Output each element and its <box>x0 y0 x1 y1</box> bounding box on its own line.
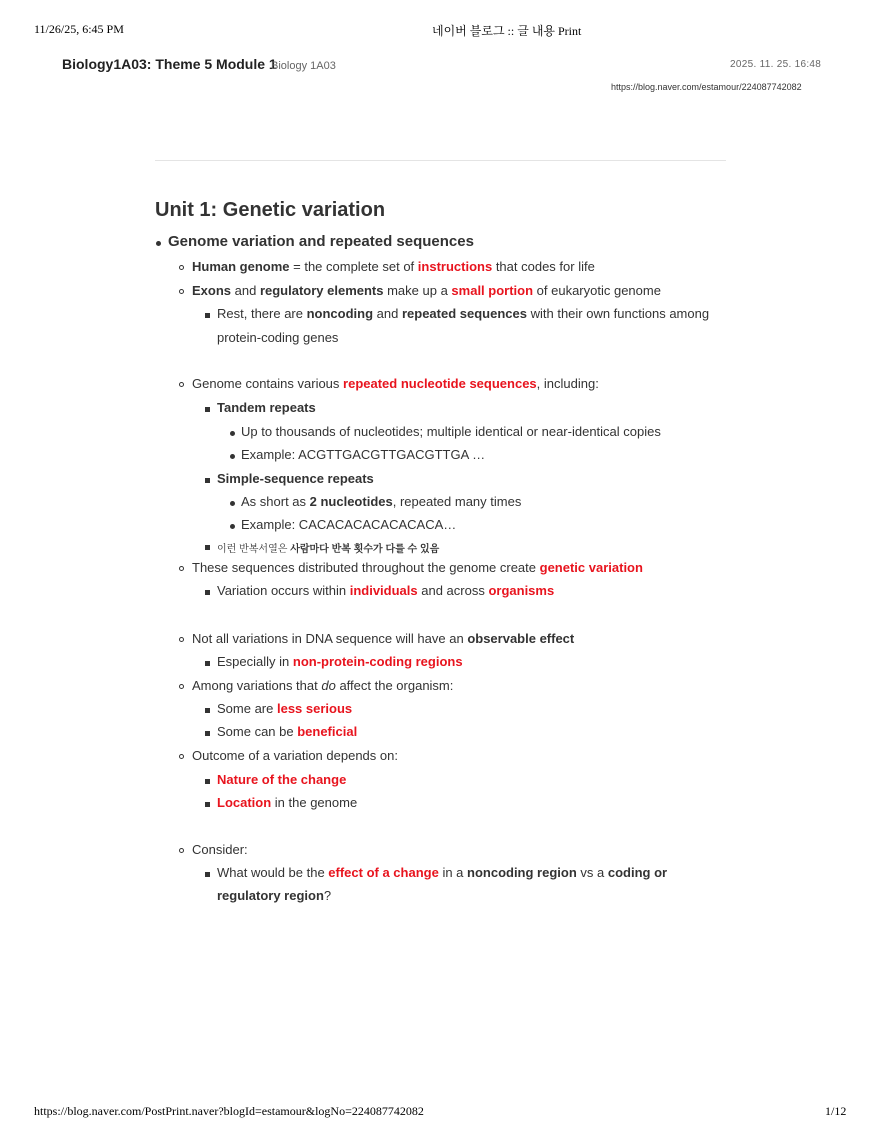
bullet-square <box>205 779 210 784</box>
list-item: Some are less serious <box>217 701 353 716</box>
list-item: Variation occurs within individuals and across organisms <box>217 583 555 598</box>
bullet-square <box>205 708 210 713</box>
bullet-disc <box>230 454 235 459</box>
bullet-square <box>205 661 210 666</box>
section-heading: Genome variation and repeated sequences <box>168 233 474 250</box>
print-datetime: 11/26/25, 6:45 PM <box>34 22 124 36</box>
bullet-square <box>205 407 210 412</box>
bullet-circle <box>179 382 184 387</box>
list-item: Among variations that do affect the organism: <box>192 678 454 693</box>
post-category[interactable]: Biology 1A03 <box>271 60 336 72</box>
list-item: As short as 2 nucleotides, repeated many times <box>241 494 522 509</box>
bullet-square <box>205 545 210 550</box>
bullet-circle <box>179 684 184 689</box>
post-title: Biology1A03: Theme 5 Module 1 <box>62 56 277 72</box>
list-item: Simple-sequence repeats <box>217 471 374 486</box>
bullet-square <box>205 872 210 877</box>
print-page-number: 1/12 <box>825 1104 847 1118</box>
print-footer-url[interactable]: https://blog.naver.com/PostPrint.naver?blogId=estamour&logNo=224087742082 <box>34 1104 424 1118</box>
list-item: 이런 반복서열은 사람마다 반복 횟수가 다를 수 있음 <box>217 544 440 555</box>
list-item-continuation: protein-coding genes <box>217 330 339 345</box>
list-item: Tandem repeats <box>217 400 316 415</box>
bullet-circle <box>179 289 184 294</box>
bullet-disc <box>156 241 161 246</box>
list-item: Not all variations in DNA sequence will have an observable effect <box>192 631 575 646</box>
list-item-continuation: regulatory region? <box>217 888 332 903</box>
list-item: Example: CACACACACACACACA… <box>241 517 457 532</box>
list-item: Up to thousands of nucleotides; multiple identical or near-identical copies <box>241 424 661 439</box>
list-item: Genome contains various repeated nucleotide sequences, including: <box>192 376 599 391</box>
list-item: Consider: <box>192 842 248 857</box>
list-item: Example: ACGTTGACGTTGACGTTGA … <box>241 447 486 462</box>
list-item: What would be the effect of a change in a noncoding region vs a coding or <box>217 865 668 880</box>
bullet-square <box>205 590 210 595</box>
list-item: Human genome = the complete set of instructions that codes for life <box>192 259 595 274</box>
unit-title: Unit 1: Genetic variation <box>155 199 386 221</box>
bullet-square <box>205 802 210 807</box>
bullet-disc <box>230 431 235 436</box>
bullet-square <box>205 313 210 318</box>
post-date: 2025. 11. 25. 16:48 <box>730 59 822 70</box>
bullet-circle <box>179 754 184 759</box>
list-item: Outcome of a variation depends on: <box>192 748 398 763</box>
bullet-circle <box>179 265 184 270</box>
bullet-square <box>205 731 210 736</box>
bullet-disc <box>230 501 235 506</box>
bullet-circle <box>179 637 184 642</box>
header-divider <box>155 160 726 161</box>
list-item: Location in the genome <box>217 795 358 810</box>
list-item: These sequences distributed throughout the genome create genetic variation <box>192 560 643 575</box>
bullet-circle <box>179 848 184 853</box>
bullet-disc <box>230 524 235 529</box>
post-url[interactable]: https://blog.naver.com/estamour/224087742082 <box>611 82 802 92</box>
list-item: Rest, there are noncoding and repeated sequences with their own functions among <box>217 306 710 321</box>
bullet-circle <box>179 566 184 571</box>
bullet-square <box>205 478 210 483</box>
list-item: Especially in non-protein-coding regions <box>217 654 463 669</box>
list-item: Exons and regulatory elements make up a small portion of eukaryotic genome <box>192 283 661 298</box>
list-item: Nature of the change <box>217 772 347 787</box>
print-page-title: 네이버 블로그 :: 글 내용 Print <box>432 24 582 38</box>
list-item: Some can be beneficial <box>217 724 358 739</box>
